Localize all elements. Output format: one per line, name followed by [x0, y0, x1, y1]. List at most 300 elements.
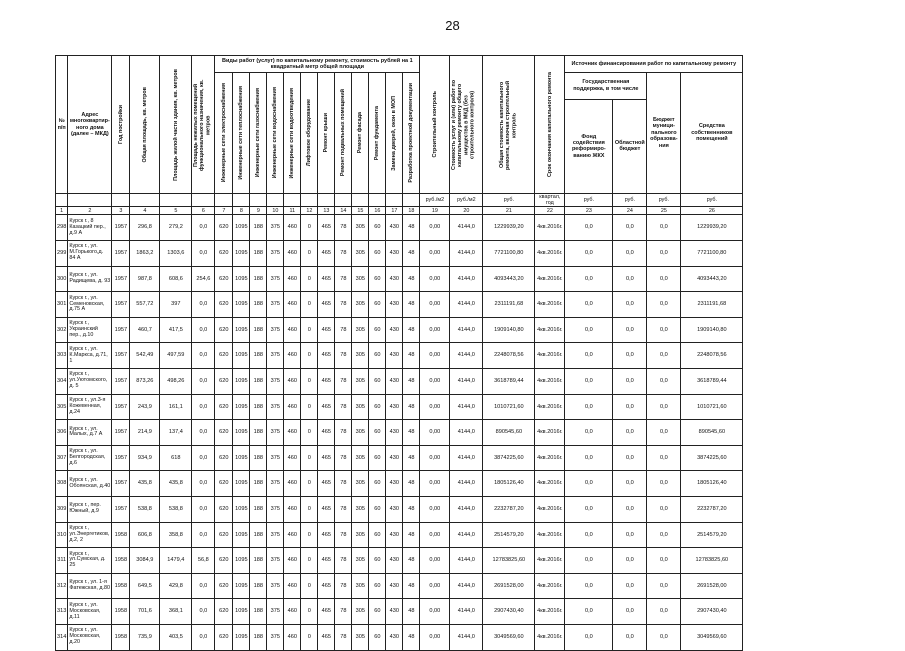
data-cell: 188 — [250, 599, 267, 625]
data-cell: 0,0 — [192, 471, 215, 497]
address-cell: Курск г., 8 Казацкий пер., д.9 А — [68, 215, 112, 241]
data-cell: 620 — [215, 420, 233, 446]
header-state-support: Государственная поддержка, в том числе — [565, 73, 647, 100]
data-cell: 188 — [250, 471, 267, 497]
header-year: Год постройки — [112, 56, 130, 194]
data-cell: 430 — [386, 496, 403, 522]
data-cell: 0,00 — [420, 548, 450, 574]
data-cell: 4кв.2016г. — [535, 292, 565, 318]
data-cell: 430 — [386, 624, 403, 650]
data-cell: 188 — [250, 445, 267, 471]
data-cell: 48 — [403, 445, 420, 471]
data-cell: 1957 — [112, 215, 130, 241]
data-cell: 1957 — [112, 292, 130, 318]
data-cell: 0,0 — [565, 394, 613, 420]
data-cell: 4кв.2016г. — [535, 522, 565, 548]
data-cell: 0,0 — [565, 573, 613, 599]
data-cell: 4кв.2016г. — [535, 420, 565, 446]
header-work-1: Инженерные сети теплоснабжения — [233, 73, 250, 194]
column-number: 5 — [160, 207, 192, 215]
data-cell: 1095 — [233, 266, 250, 292]
data-cell: 0 — [301, 548, 318, 574]
data-cell: 12783825,60 — [681, 548, 743, 574]
header-construction-control: Строительный контроль — [420, 56, 450, 194]
data-cell: 620 — [215, 522, 233, 548]
data-cell: 4144,0 — [450, 445, 483, 471]
data-cell: 4кв.2016г. — [535, 394, 565, 420]
data-cell: 0,0 — [192, 573, 215, 599]
data-cell: 460 — [284, 368, 301, 394]
data-cell: 161,1 — [160, 394, 192, 420]
column-number: 12 — [301, 207, 318, 215]
table-row — [56, 266, 743, 292]
data-cell: 2907430,40 — [681, 599, 743, 625]
data-cell: 1957 — [112, 343, 130, 369]
data-cell: 4кв.2016г. — [535, 445, 565, 471]
data-cell: 620 — [215, 241, 233, 267]
data-cell: 430 — [386, 368, 403, 394]
data-cell: 0,00 — [420, 394, 450, 420]
data-cell: 375 — [267, 343, 284, 369]
data-cell: 0,0 — [613, 215, 647, 241]
data-cell: 4кв.2016г. — [535, 241, 565, 267]
header-work-9: Ремонт фундамента — [369, 73, 386, 194]
data-cell: 465 — [318, 548, 335, 574]
data-cell: 4144,0 — [450, 599, 483, 625]
row-number-cell: 300 — [56, 266, 68, 292]
data-cell: 0,0 — [613, 394, 647, 420]
data-cell: 1095 — [233, 215, 250, 241]
data-cell: 4144,0 — [450, 522, 483, 548]
data-cell: 1010721,60 — [681, 394, 743, 420]
unit-cell: руб./м2 — [450, 194, 483, 207]
data-cell: 4кв.2016г. — [535, 496, 565, 522]
address-cell: Курск г., ул. Обоянская, д.40 — [68, 471, 112, 497]
data-cell: 60 — [369, 573, 386, 599]
row-number-cell: 302 — [56, 317, 68, 343]
data-cell: 305 — [352, 215, 369, 241]
data-cell: 0,0 — [647, 368, 681, 394]
data-cell: 1095 — [233, 548, 250, 574]
data-cell: 465 — [318, 420, 335, 446]
data-cell: 305 — [352, 394, 369, 420]
data-cell: 1805126,40 — [681, 471, 743, 497]
data-cell: 1095 — [233, 496, 250, 522]
data-cell: 305 — [352, 292, 369, 318]
data-cell: 620 — [215, 343, 233, 369]
data-cell: 375 — [267, 445, 284, 471]
address-cell: Курск г., ул. К.Маркса, д.71, 1 — [68, 343, 112, 369]
data-cell: 4144,0 — [450, 266, 483, 292]
data-cell: 460 — [284, 420, 301, 446]
data-cell: 4144,0 — [450, 624, 483, 650]
data-cell: 1095 — [233, 292, 250, 318]
data-cell: 0,0 — [647, 573, 681, 599]
header-address: Адрес многоквартир-ного дома (далее – МКД) — [68, 56, 112, 194]
data-cell: 4кв.2016г. — [535, 266, 565, 292]
data-cell: 0 — [301, 624, 318, 650]
data-cell: 2232787,20 — [483, 496, 535, 522]
data-cell: 48 — [403, 496, 420, 522]
header-municipal: Бюджет муници-пального образова-ния — [647, 73, 681, 194]
data-cell: 460 — [284, 215, 301, 241]
data-cell: 0,0 — [192, 522, 215, 548]
table-row — [56, 420, 743, 446]
data-cell: 465 — [318, 317, 335, 343]
capital-repair-table — [55, 55, 743, 651]
address-cell: Курск г., ул. Московская, д.20 — [68, 624, 112, 650]
column-number: 19 — [420, 207, 450, 215]
data-cell: 465 — [318, 241, 335, 267]
table-row — [56, 471, 743, 497]
data-cell: 3874225,60 — [483, 445, 535, 471]
data-cell: 417,5 — [160, 317, 192, 343]
data-cell: 1479,4 — [160, 548, 192, 574]
header-work-5: Лифтовое оборудование — [301, 73, 318, 194]
units-row — [56, 194, 743, 207]
data-cell: 60 — [369, 420, 386, 446]
data-cell: 620 — [215, 215, 233, 241]
table-row — [56, 343, 743, 369]
data-cell: 1957 — [112, 368, 130, 394]
data-cell: 460 — [284, 599, 301, 625]
data-cell: 430 — [386, 317, 403, 343]
data-cell: 48 — [403, 599, 420, 625]
data-cell: 4кв.2016г. — [535, 215, 565, 241]
data-cell: 4кв.2016г. — [535, 573, 565, 599]
data-cell: 620 — [215, 292, 233, 318]
data-cell: 460 — [284, 394, 301, 420]
data-cell: 0,0 — [647, 317, 681, 343]
data-cell: 2232787,20 — [681, 496, 743, 522]
unit-cell: руб. — [613, 194, 647, 207]
data-cell: 60 — [369, 241, 386, 267]
data-cell: 620 — [215, 548, 233, 574]
data-cell: 430 — [386, 420, 403, 446]
data-cell: 620 — [215, 624, 233, 650]
data-cell: 188 — [250, 317, 267, 343]
data-cell: 4кв.2016г. — [535, 343, 565, 369]
table-row — [56, 573, 743, 599]
data-cell: 305 — [352, 241, 369, 267]
data-cell: 4кв.2016г. — [535, 599, 565, 625]
data-cell: 2248078,56 — [483, 343, 535, 369]
address-cell: Курск г., ул.Энергетиков, д.2, 2 — [68, 522, 112, 548]
data-cell: 0,0 — [565, 241, 613, 267]
data-cell: 0,0 — [647, 548, 681, 574]
data-cell: 60 — [369, 624, 386, 650]
table-row — [56, 624, 743, 650]
address-cell: Курск г., ул. 1-я Фатежская, д.80 — [68, 573, 112, 599]
data-cell: 0 — [301, 471, 318, 497]
data-cell: 78 — [335, 599, 352, 625]
data-cell: 0 — [301, 241, 318, 267]
data-cell: 0,0 — [565, 215, 613, 241]
data-cell: 620 — [215, 573, 233, 599]
data-cell: 460 — [284, 573, 301, 599]
data-cell: 188 — [250, 420, 267, 446]
data-cell: 4144,0 — [450, 420, 483, 446]
row-number-cell: 305 — [56, 394, 68, 420]
data-cell: 0 — [301, 317, 318, 343]
data-cell: 0,0 — [647, 471, 681, 497]
data-cell: 430 — [386, 471, 403, 497]
data-cell: 1095 — [233, 445, 250, 471]
data-cell: 188 — [250, 624, 267, 650]
header-funding-group: Источник финансирования работ по капитальному ремонту — [565, 56, 743, 73]
data-cell: 375 — [267, 573, 284, 599]
header-deadline: Срок окончания капитального ремонта — [535, 56, 565, 194]
data-cell: 1958 — [112, 522, 130, 548]
data-cell: 0 — [301, 394, 318, 420]
data-cell: 890545,60 — [483, 420, 535, 446]
address-cell: Курск г., ул. Белгородская, д.6 — [68, 445, 112, 471]
data-cell: 0,0 — [565, 368, 613, 394]
data-cell: 0,0 — [565, 266, 613, 292]
row-number-cell: 312 — [56, 573, 68, 599]
data-cell: 0 — [301, 292, 318, 318]
data-cell: 375 — [267, 522, 284, 548]
data-cell: 305 — [352, 599, 369, 625]
data-cell: 0,0 — [613, 445, 647, 471]
data-cell: 188 — [250, 368, 267, 394]
header-work-0: Инженерные сети электроснабжения — [215, 73, 233, 194]
data-cell: 60 — [369, 292, 386, 318]
address-cell: Курск г., ул. Московская, д.11 — [68, 599, 112, 625]
data-cell: 987,8 — [130, 266, 160, 292]
table-row — [56, 599, 743, 625]
data-cell: 78 — [335, 394, 352, 420]
data-cell: 620 — [215, 394, 233, 420]
row-number-cell: 298 — [56, 215, 68, 241]
data-cell: 873,26 — [130, 368, 160, 394]
data-cell: 2514579,20 — [483, 522, 535, 548]
data-cell: 0 — [301, 445, 318, 471]
data-cell: 375 — [267, 599, 284, 625]
column-number: 6 — [192, 207, 215, 215]
data-cell: 542,49 — [130, 343, 160, 369]
data-cell: 375 — [267, 241, 284, 267]
data-cell: 430 — [386, 548, 403, 574]
header-work-11: Разработка проектной документации — [403, 73, 420, 194]
data-cell: 460 — [284, 624, 301, 650]
data-cell: 606,8 — [130, 522, 160, 548]
address-cell: Курск г., ул.Уютомского, д. 5 — [68, 368, 112, 394]
column-number: 11 — [284, 207, 301, 215]
data-cell: 375 — [267, 266, 284, 292]
data-cell: 0,0 — [647, 496, 681, 522]
data-cell: 460 — [284, 292, 301, 318]
data-cell: 465 — [318, 624, 335, 650]
data-cell: 375 — [267, 471, 284, 497]
column-number: 8 — [233, 207, 250, 215]
data-cell: 2248078,56 — [681, 343, 743, 369]
data-cell: 0,00 — [420, 599, 450, 625]
column-number: 14 — [335, 207, 352, 215]
data-cell: 465 — [318, 292, 335, 318]
data-cell: 48 — [403, 266, 420, 292]
data-cell: 1957 — [112, 317, 130, 343]
data-cell: 0,00 — [420, 266, 450, 292]
page-number: 28 — [445, 18, 460, 33]
data-cell: 430 — [386, 215, 403, 241]
row-number-cell: 307 — [56, 445, 68, 471]
header-fund: Фонд содействия реформиро-ванию ЖКХ — [565, 99, 613, 193]
data-cell: 1958 — [112, 548, 130, 574]
data-cell: 0,0 — [647, 599, 681, 625]
data-cell: 0,0 — [565, 420, 613, 446]
data-cell: 0 — [301, 368, 318, 394]
data-cell: 78 — [335, 496, 352, 522]
data-cell: 1095 — [233, 624, 250, 650]
data-cell: 0,0 — [647, 343, 681, 369]
unit-cell: квартал, год — [535, 194, 565, 207]
data-cell: 375 — [267, 215, 284, 241]
data-cell: 460 — [284, 496, 301, 522]
data-cell: 0,0 — [613, 599, 647, 625]
data-cell: 0 — [301, 266, 318, 292]
data-cell: 78 — [335, 471, 352, 497]
data-cell: 0,0 — [647, 241, 681, 267]
data-cell: 3049569,60 — [483, 624, 535, 650]
data-cell: 465 — [318, 496, 335, 522]
data-cell: 1958 — [112, 624, 130, 650]
row-number-cell: 309 — [56, 496, 68, 522]
data-cell: 78 — [335, 548, 352, 574]
data-cell: 243,9 — [130, 394, 160, 420]
table-row — [56, 215, 743, 241]
data-cell: 358,8 — [160, 522, 192, 548]
data-cell: 4кв.2016г. — [535, 548, 565, 574]
data-cell: 497,59 — [160, 343, 192, 369]
data-cell: 435,8 — [130, 471, 160, 497]
data-cell: 4144,0 — [450, 317, 483, 343]
column-number: 13 — [318, 207, 335, 215]
data-cell: 0,0 — [192, 317, 215, 343]
data-cell: 60 — [369, 394, 386, 420]
data-cell: 60 — [369, 317, 386, 343]
data-cell: 430 — [386, 266, 403, 292]
data-cell: 0,0 — [192, 599, 215, 625]
data-cell: 620 — [215, 496, 233, 522]
data-cell: 1095 — [233, 317, 250, 343]
data-cell: 465 — [318, 522, 335, 548]
data-cell: 430 — [386, 241, 403, 267]
data-cell: 4144,0 — [450, 394, 483, 420]
data-cell: 0,0 — [192, 368, 215, 394]
data-cell: 3874225,60 — [681, 445, 743, 471]
data-cell: 465 — [318, 215, 335, 241]
data-cell: 0 — [301, 522, 318, 548]
data-cell: 538,8 — [130, 496, 160, 522]
table-row — [56, 317, 743, 343]
row-number-cell: 306 — [56, 420, 68, 446]
data-cell: 60 — [369, 522, 386, 548]
data-cell: 608,6 — [160, 266, 192, 292]
data-cell: 0,0 — [565, 292, 613, 318]
row-number-cell: 303 — [56, 343, 68, 369]
data-cell: 0,00 — [420, 573, 450, 599]
data-cell: 1957 — [112, 266, 130, 292]
data-cell: 0,00 — [420, 471, 450, 497]
row-number-cell: 313 — [56, 599, 68, 625]
data-cell: 0,0 — [613, 368, 647, 394]
data-cell: 375 — [267, 420, 284, 446]
data-cell: 0,0 — [647, 266, 681, 292]
data-cell: 620 — [215, 599, 233, 625]
data-cell: 0,0 — [565, 599, 613, 625]
data-cell: 48 — [403, 573, 420, 599]
data-cell: 934,9 — [130, 445, 160, 471]
data-cell: 4144,0 — [450, 471, 483, 497]
data-cell: 620 — [215, 368, 233, 394]
unit-cell: руб. — [647, 194, 681, 207]
data-cell: 48 — [403, 420, 420, 446]
data-cell: 2311191,68 — [681, 292, 743, 318]
column-number: 4 — [130, 207, 160, 215]
data-cell: 0,0 — [613, 624, 647, 650]
data-cell: 78 — [335, 292, 352, 318]
data-cell: 7721100,80 — [483, 241, 535, 267]
data-cell: 430 — [386, 292, 403, 318]
data-cell: 0,0 — [192, 292, 215, 318]
data-cell: 78 — [335, 522, 352, 548]
data-cell: 460 — [284, 241, 301, 267]
data-cell: 48 — [403, 241, 420, 267]
unit-cell: руб. — [681, 194, 743, 207]
column-number: 3 — [112, 207, 130, 215]
table-row — [56, 368, 743, 394]
data-cell: 0,0 — [613, 241, 647, 267]
data-cell: 4144,0 — [450, 292, 483, 318]
data-cell: 0,00 — [420, 522, 450, 548]
data-cell: 0,00 — [420, 241, 450, 267]
data-cell: 465 — [318, 471, 335, 497]
data-cell: 60 — [369, 368, 386, 394]
header-owners: Средства собственников помещений — [681, 73, 743, 194]
data-cell: 0,0 — [192, 420, 215, 446]
data-cell: 0 — [301, 599, 318, 625]
data-cell: 60 — [369, 343, 386, 369]
data-cell: 0,0 — [192, 624, 215, 650]
data-cell: 460,7 — [130, 317, 160, 343]
data-cell: 557,72 — [130, 292, 160, 318]
data-cell: 701,6 — [130, 599, 160, 625]
data-cell: 375 — [267, 292, 284, 318]
data-cell: 397 — [160, 292, 192, 318]
column-number: 18 — [403, 207, 420, 215]
data-cell: 1909140,80 — [681, 317, 743, 343]
data-cell: 78 — [335, 368, 352, 394]
data-cell: 214,9 — [130, 420, 160, 446]
data-cell: 305 — [352, 343, 369, 369]
data-cell: 3084,9 — [130, 548, 160, 574]
data-cell: 0,0 — [647, 420, 681, 446]
data-cell: 430 — [386, 599, 403, 625]
data-cell: 0,00 — [420, 420, 450, 446]
header-cost-per-m2: Стоимость услуг и (или) работ по капитальному ремонту общего имущества в МКД (без строительного контроля) — [450, 56, 483, 194]
data-cell: 1229939,20 — [681, 215, 743, 241]
row-number-cell: 311 — [56, 548, 68, 574]
data-cell: 460 — [284, 548, 301, 574]
data-cell: 2691528,00 — [681, 573, 743, 599]
data-cell: 618 — [160, 445, 192, 471]
data-cell: 0 — [301, 496, 318, 522]
table-row — [56, 292, 743, 318]
data-cell: 305 — [352, 317, 369, 343]
data-cell: 0 — [301, 573, 318, 599]
column-numbers-row — [56, 207, 743, 215]
